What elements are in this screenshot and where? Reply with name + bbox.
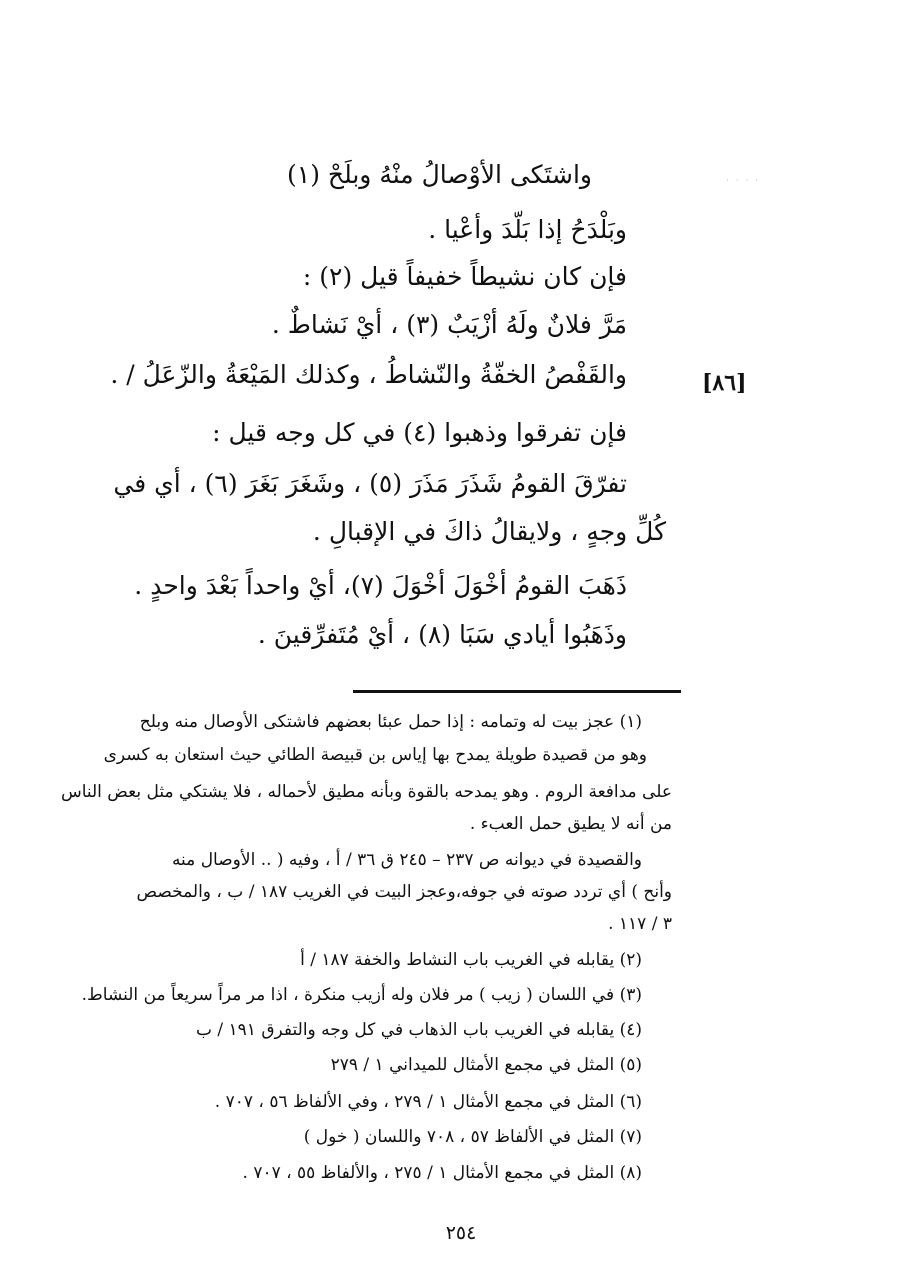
footnote-line-6: وأنح ) أي تردد صوته في جوفه،وعجز البيت في الغريب ١٨٧ / ب ، والمخصص	[136, 882, 672, 902]
footnote-line-11: (٥) المثل في مجمع الأمثال للميداني ١ / ٢٧٩	[330, 1055, 642, 1075]
main-line-5: والقَفْصُ الخفّةُ والنّشاطُ ، وكذلك المَيْعَةُ والزّعَلُ / .	[110, 360, 627, 389]
footnote-line-12: (٦) المثل في مجمع الأمثال ١ / ٢٧٩ ، وفي الألفاظ ٥٦ ، ٧٠٧ .	[214, 1092, 642, 1112]
scan-speck: · · · ·	[726, 176, 761, 186]
main-line-7: تفرّقَ القومُ شَذَرَ مَذَرَ (٥) ، وشَغَرَ بَغَرَ (٦) ، أي في	[113, 469, 627, 498]
main-line-10: وذَهَبُوا أيادي سَبَا (٨) ، أيْ مُتَفرِّقينَ .	[257, 620, 627, 649]
main-line-6: فإن تفرقوا وذهبوا (٤) في كل وجه قيل :	[212, 418, 627, 447]
footnote-line-4: من أنه لا يطيق حمل العبء .	[469, 814, 672, 834]
main-line-1: واشتَكى الأوْصالُ منْهُ وبلَحْ (١)	[287, 160, 592, 189]
footnote-line-2: وهو من قصيدة طويلة يمدح بها إياس بن قبيصة الطائي حيث استعان به كسرى	[103, 745, 647, 765]
footnote-separator	[353, 690, 681, 693]
footnote-line-3: على مدافعة الروم . وهو يمدحه بالقوة وبأنه مطيق لأحماله ، فلا يشتكي مثل بعض الناس	[60, 782, 672, 802]
footnote-line-13: (٧) المثل في الألفاظ ٥٧ ، ٧٠٨ واللسان ( خول )	[303, 1127, 642, 1147]
main-line-2: وبَلْدَحُ إذا بَلّدَ وأعْيا .	[428, 215, 627, 244]
footnote-line-7: ٣ / ١١٧ .	[608, 914, 672, 934]
footnote-line-10: (٤) يقابله في الغريب باب الذهاب في كل وجه والتفرق ١٩١ / ب	[196, 1020, 642, 1040]
main-line-3: فإن كان نشيطاً خفيفاً قيل (٢) :	[302, 262, 627, 291]
margin-folio-marker: [٨٦]	[702, 370, 747, 396]
footnote-line-5: والقصيدة في ديوانه ص ٢٣٧ – ٢٤٥ ق ٣٦ / أ ، وفيه ( .. الأوصال منه	[171, 850, 642, 870]
footnote-line-9: (٣) في اللسان ( زيب ) مر فلان وله أزيب منكرة ، اذا مر مراً سريعاً من النشاط.	[81, 985, 642, 1005]
main-line-9: ذَهَبَ القومُ أخْوَلَ أخْوَلَ (٧)، أيْ واحداً بَعْدَ واحدٍ .	[134, 571, 627, 600]
main-line-4: مَرَّ فلانٌ ولَهُ أزْيَبٌ (٣) ، أيْ نَشاطٌ .	[271, 310, 627, 339]
footnote-line-8: (٢) يقابله في الغريب باب النشاط والخفة ١٨٧ / أ	[300, 950, 642, 970]
footnote-line-14: (٨) المثل في مجمع الأمثال ١ / ٢٧٥ ، والألفاظ ٥٥ ، ٧٠٧ .	[242, 1163, 642, 1183]
footnote-line-1: (١) عجز بيت له وتمامه : إذا حمل عبئا بعضهم فاشتكى الأوصال منه وبلح	[139, 712, 642, 732]
main-line-8: كُلِّ وجهٍ ، ولايقالُ ذاكَ في الإقبالِ .	[312, 517, 666, 546]
page-number: ٢٥٤	[445, 1222, 477, 1244]
